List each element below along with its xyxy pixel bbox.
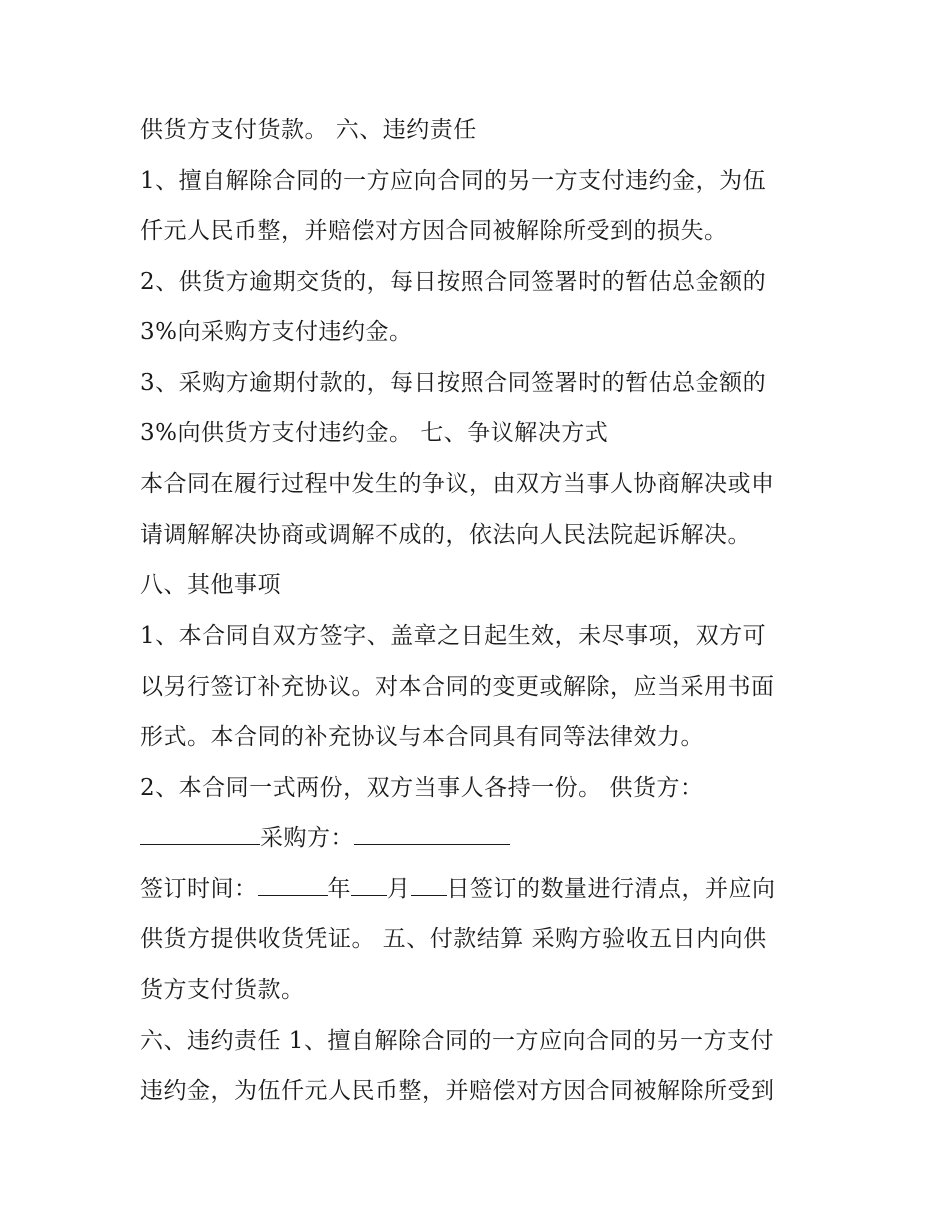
month-blank	[351, 875, 387, 896]
text-line: 以另行签订补充协议。对本合同的变更或解除，应当采用书面	[140, 674, 775, 700]
text-line: 违约金，为伍仟元人民币整，并赔偿对方因合同被解除所受到	[140, 1078, 775, 1104]
text-line: 1、本合同自双方签字、盖章之日起生效，未尽事项，双方可	[140, 623, 767, 649]
date-line	[140, 874, 776, 904]
text-line: 供货方提供收货凭证。 五、付款结算 采购方验收五日内向供	[140, 926, 767, 952]
supplier-signature-blank	[140, 824, 260, 845]
buyer-signature-blank	[354, 824, 510, 845]
text-line: 本合同在履行过程中发生的争议，由双方当事人协商解决或申	[140, 471, 775, 497]
text-line: 3%向供货方支付违约金。 七、争议解决方式	[140, 420, 609, 446]
section-heading: 八、其他事项	[140, 572, 281, 598]
date-label: 签订时间：	[140, 876, 258, 902]
date-tail: 日签订的数量进行清点，并应向	[446, 876, 776, 902]
text-line: 供货方支付货款。 六、违约责任	[140, 117, 477, 143]
text-line: 1、擅自解除合同的一方应向合同的另一方支付违约金，为伍	[140, 168, 767, 194]
buyer-label: 采购方：	[260, 825, 354, 851]
text-line: 3%向采购方支付违约金。	[140, 319, 413, 345]
text-line: 货方支付货款。	[140, 977, 305, 1003]
text-line: 2、供货方逾期交货的，每日按照合同签署时的暂估总金额的	[140, 269, 767, 295]
signature-line	[140, 823, 510, 853]
text-line: 仟元人民币整，并赔偿对方因合同被解除所受到的损失。	[140, 218, 728, 244]
text-line: 2、本合同一式两份，双方当事人各持一份。 供货方：	[140, 775, 704, 801]
text-line: 请调解解决协商或调解不成的，依法向人民法院起诉解决。	[140, 522, 751, 548]
year-label: 年	[327, 876, 351, 902]
text-line: 3、采购方逾期付款的，每日按照合同签署时的暂估总金额的	[140, 370, 767, 396]
month-label: 月	[387, 876, 411, 902]
text-line: 形式。本合同的补充协议与本合同具有同等法律效力。	[140, 724, 704, 750]
text-line: 六、违约责任 1、擅自解除合同的一方应向合同的另一方支付	[140, 1028, 774, 1054]
year-blank	[258, 875, 328, 896]
day-blank	[411, 875, 447, 896]
